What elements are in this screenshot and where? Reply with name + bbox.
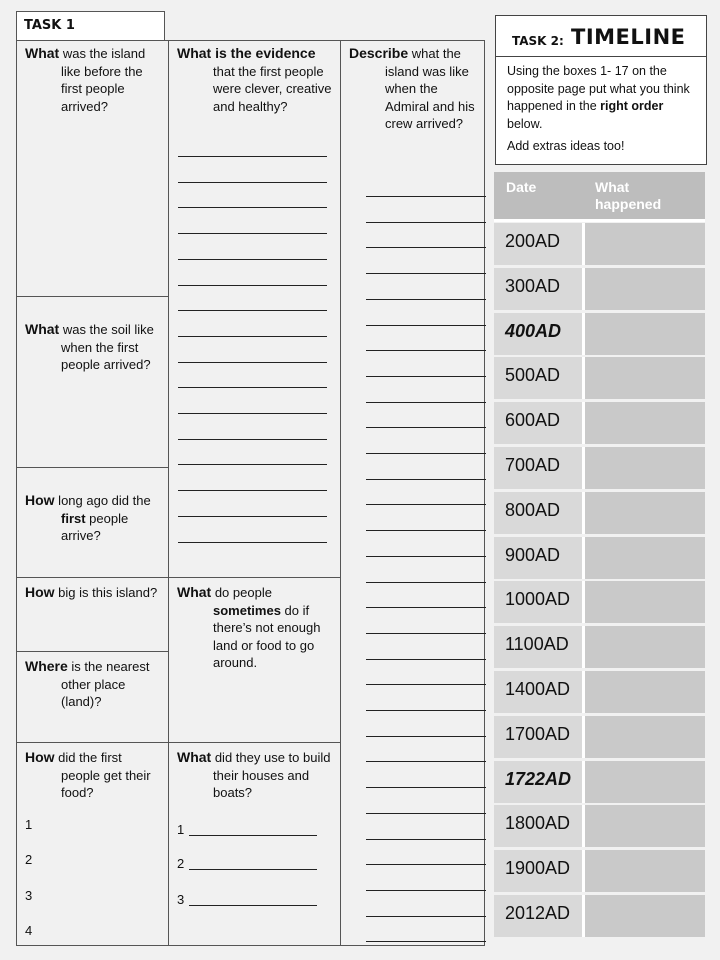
build-number-2: 2: [177, 856, 185, 871]
timeline-row: [494, 357, 705, 399]
timeline-date: 800AD: [494, 492, 585, 534]
admiral-answer-line[interactable]: [366, 530, 486, 531]
timeline-what-happened-box[interactable]: [585, 357, 705, 399]
admiral-answer-line[interactable]: [366, 787, 486, 788]
timeline-what-happened-box[interactable]: [585, 492, 705, 534]
timeline-date: 400AD: [494, 313, 585, 355]
timeline-date: 500AD: [494, 357, 585, 399]
admiral-answer-line[interactable]: [366, 453, 486, 454]
timeline-date: 900AD: [494, 537, 585, 579]
admiral-answer-line[interactable]: [366, 273, 486, 274]
timeline-what-happened-box[interactable]: [585, 895, 705, 937]
q-how-long-ago: How long ago did the first people arrive?: [25, 492, 151, 543]
evidence-answer-line[interactable]: [178, 182, 327, 183]
timeline-what-happened-box[interactable]: [585, 581, 705, 623]
admiral-answer-line[interactable]: [366, 222, 486, 223]
admiral-answer-line[interactable]: [366, 839, 486, 840]
timeline-what-happened-box[interactable]: [585, 537, 705, 579]
admiral-answer-line[interactable]: [366, 582, 486, 583]
build-answer-line-1[interactable]: [189, 835, 317, 836]
timeline-what-happened-box[interactable]: [585, 805, 705, 847]
timeline-what-happened-box[interactable]: [585, 761, 705, 803]
admiral-answer-line[interactable]: [366, 916, 486, 917]
admiral-answer-line[interactable]: [366, 247, 486, 248]
col1-cell-how-big[interactable]: [16, 577, 169, 652]
admiral-answer-line[interactable]: [366, 504, 486, 505]
task2-extras: Add extras ideas too!: [507, 139, 625, 153]
timeline-what-happened-box[interactable]: [585, 850, 705, 892]
timeline-header-what: What happened: [595, 179, 662, 212]
evidence-answer-line[interactable]: [178, 362, 327, 363]
food-number-3: 3: [25, 888, 33, 903]
col1-cell-nearest-land[interactable]: [16, 651, 169, 743]
timeline-row: [494, 581, 705, 623]
evidence-answer-line[interactable]: [178, 336, 327, 337]
timeline-row: [494, 850, 705, 892]
timeline-date: 1722AD: [494, 761, 585, 803]
timeline-header-rule: [494, 219, 705, 222]
task2-header: [495, 15, 707, 57]
task2-label-big: TIMELINE: [571, 25, 686, 49]
admiral-answer-line[interactable]: [366, 659, 486, 660]
timeline-row: [494, 805, 705, 847]
admiral-answer-line[interactable]: [366, 890, 486, 891]
timeline-date: 300AD: [494, 268, 585, 310]
evidence-answer-line[interactable]: [178, 490, 327, 491]
timeline-row: [494, 447, 705, 489]
task2-label-small: TASK 2:: [512, 34, 564, 48]
timeline-row: [494, 402, 705, 444]
evidence-answer-line[interactable]: [178, 233, 327, 234]
col1-cell-food[interactable]: [16, 742, 169, 946]
timeline-what-happened-box[interactable]: [585, 716, 705, 758]
evidence-answer-line[interactable]: [178, 387, 327, 388]
timeline-what-happened-box[interactable]: [585, 223, 705, 265]
timeline-row: [494, 895, 705, 937]
admiral-answer-line[interactable]: [366, 350, 486, 351]
timeline-row: [494, 268, 705, 310]
food-number-1: 1: [25, 817, 33, 832]
admiral-answer-line[interactable]: [366, 813, 486, 814]
timeline-header-date: Date: [506, 179, 537, 195]
q-admiral: Describe what the island was like when the Admiral and his crew arrived?: [349, 45, 475, 131]
timeline-date: 600AD: [494, 402, 585, 444]
timeline-header: [494, 172, 705, 219]
evidence-answer-line[interactable]: [178, 413, 327, 414]
q-sometimes: What do people sometimes do if there’s not enough land or food to go around.: [177, 584, 321, 670]
evidence-answer-line[interactable]: [178, 156, 327, 157]
q-how-big: How big is this island?: [25, 584, 158, 600]
admiral-answer-line[interactable]: [366, 710, 486, 711]
food-number-2: 2: [25, 852, 33, 867]
admiral-answer-line[interactable]: [366, 864, 486, 865]
timeline-what-happened-box[interactable]: [585, 268, 705, 310]
q-soil: What was the soil like when the first people arrived?: [25, 321, 154, 372]
admiral-answer-line[interactable]: [366, 684, 486, 685]
timeline-row: [494, 761, 705, 803]
evidence-answer-line[interactable]: [178, 516, 327, 517]
task1-label: TASK 1: [24, 18, 75, 33]
evidence-answer-line[interactable]: [178, 310, 327, 311]
admiral-answer-line[interactable]: [366, 299, 486, 300]
timeline-date: 1400AD: [494, 671, 585, 713]
timeline-date: 1100AD: [494, 626, 585, 668]
col1-cell-how-long-ago[interactable]: [16, 467, 169, 578]
evidence-answer-line[interactable]: [178, 464, 327, 465]
timeline-row: [494, 223, 705, 265]
timeline-what-happened-box[interactable]: [585, 671, 705, 713]
admiral-answer-line[interactable]: [366, 736, 486, 737]
admiral-answer-line[interactable]: [366, 479, 486, 480]
col3-cell-admiral[interactable]: [340, 40, 485, 946]
build-answer-line-3[interactable]: [189, 905, 317, 906]
food-number-4: 4: [25, 923, 33, 938]
timeline-what-happened-box[interactable]: [585, 626, 705, 668]
timeline-what-happened-box[interactable]: [585, 402, 705, 444]
timeline-row: [494, 671, 705, 713]
admiral-answer-line[interactable]: [366, 325, 486, 326]
timeline-row: [494, 537, 705, 579]
admiral-answer-line[interactable]: [366, 376, 486, 377]
q-nearest-land: Where is the nearest other place (land)?: [25, 658, 150, 709]
admiral-answer-line[interactable]: [366, 427, 486, 428]
admiral-answer-line[interactable]: [366, 196, 486, 197]
col1-cell-soil[interactable]: [16, 296, 169, 468]
timeline-what-happened-box[interactable]: [585, 313, 705, 355]
timeline-row: [494, 313, 705, 355]
timeline-date: 2012AD: [494, 895, 585, 937]
col2-cell-build[interactable]: [168, 742, 341, 946]
timeline-row: [494, 492, 705, 534]
admiral-answer-line[interactable]: [366, 607, 486, 608]
col1-cell-island-before[interactable]: [16, 40, 169, 297]
admiral-answer-line[interactable]: [366, 633, 486, 634]
timeline-date: 1700AD: [494, 716, 585, 758]
admiral-answer-line[interactable]: [366, 556, 486, 557]
timeline-row: [494, 716, 705, 758]
task1-tag: [16, 11, 165, 41]
task2-instructions: Using the boxes 1- 17 on the opposite page put what you think happened in the right order below.: [507, 64, 690, 131]
q-evidence: What is the evidence that the first people were clever, creative and healthy?: [177, 45, 332, 114]
build-number-3: 3: [177, 892, 185, 907]
timeline-date: 700AD: [494, 447, 585, 489]
evidence-answer-line[interactable]: [178, 542, 327, 543]
build-answer-line-2[interactable]: [189, 869, 317, 870]
q-food: How did the first people get their food?: [25, 749, 151, 800]
admiral-answer-line[interactable]: [366, 761, 486, 762]
evidence-answer-line[interactable]: [178, 285, 327, 286]
col2-cell-sometimes[interactable]: [168, 577, 341, 743]
timeline-date: 1000AD: [494, 581, 585, 623]
timeline-row: [494, 626, 705, 668]
task1-grid: [16, 40, 483, 945]
col2-cell-evidence[interactable]: [168, 40, 341, 578]
admiral-answer-line[interactable]: [366, 402, 486, 403]
evidence-answer-line[interactable]: [178, 207, 327, 208]
timeline-date: 1900AD: [494, 850, 585, 892]
timeline-what-happened-box[interactable]: [585, 447, 705, 489]
timeline-date: 200AD: [494, 223, 585, 265]
evidence-answer-line[interactable]: [178, 439, 327, 440]
evidence-answer-line[interactable]: [178, 259, 327, 260]
task2-instructions-box: [495, 56, 707, 165]
q-island-before: What was the island like before the first people arrived?: [25, 45, 146, 114]
q-build: What did they use to build their houses and boats?: [177, 749, 331, 800]
admiral-answer-line[interactable]: [366, 941, 486, 942]
build-number-1: 1: [177, 822, 185, 837]
timeline-date: 1800AD: [494, 805, 585, 847]
